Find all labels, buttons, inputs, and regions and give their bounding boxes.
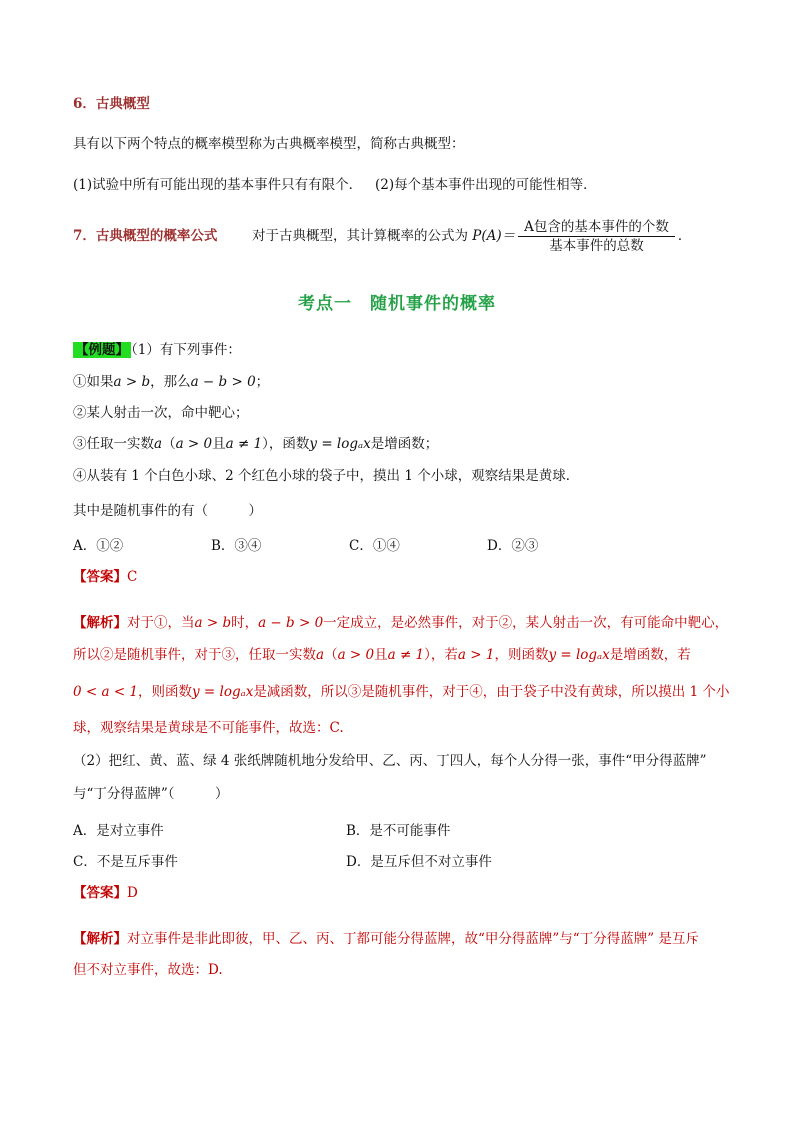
event-1-math-1: a > b xyxy=(113,374,151,390)
exp-3-text-b: 是减函数，所以③是随机事件，对于④，由于袋子中没有黄球，所以摸出 1 个小 xyxy=(253,684,730,700)
exp-2-text-e: ，则函数 xyxy=(494,647,549,663)
section-6-heading: 6．古典概型 xyxy=(73,96,150,112)
fraction-numerator: A包含的基本事件的个数 xyxy=(518,218,675,237)
example-2-question-2: 与“丁分得蓝牌”（ ） xyxy=(73,786,229,802)
exp-2-math-1: a xyxy=(316,647,325,663)
example-2-question-1: （2）把红、黄、蓝、绿 4 张纸牌随机地分发给甲、乙、丙、丁四人，每个人分得一张，事件“甲分得蓝牌” xyxy=(73,753,707,769)
example-2-explanation-1 xyxy=(73,929,699,949)
section-6-intro: 具有以下两个特点的概率模型称为古典概率模型，简称古典概型： xyxy=(73,136,465,152)
event-2: ②某人射击一次，命中靶心； xyxy=(73,405,249,421)
example-2-explanation-2: 但不对立事件，故选：D. xyxy=(73,962,223,978)
exp-2-text-d: ），若 xyxy=(424,647,458,663)
option-b: B．③④ xyxy=(211,538,262,554)
fraction-denominator: 基本事件的总数 xyxy=(549,238,644,254)
point-2: (2)每个基本事件出现的可能性相等． xyxy=(375,177,597,193)
answer-value-2: D xyxy=(127,885,138,901)
example-1-explanation-1 xyxy=(73,613,728,633)
event-3-text-a: ③任取一实数 xyxy=(73,436,154,452)
event-3-math-4: y = logₐx xyxy=(309,436,371,452)
exp-3-text-a: ，则函数 xyxy=(138,684,193,700)
event-3-text-d: ），函数 xyxy=(262,436,310,452)
example-1-question: 其中是随机事件的有（ ） xyxy=(73,503,262,519)
exp-2-math-4: a > 1 xyxy=(457,647,495,663)
exp-1-text-c: 一定成立，是必然事件，对于②，某人射击一次，有可能命中靶心， xyxy=(323,615,729,631)
formula-lhs: P(A)＝ xyxy=(472,228,516,244)
event-1-math-2: a − b > 0 xyxy=(190,374,256,390)
example-2-option-c: C．不是互斥事件 xyxy=(73,854,178,870)
topic-title: 考点一 随机事件的概率 xyxy=(298,294,496,314)
event-3-math-3: a ≠ 1 xyxy=(225,436,263,452)
example-1-explanation-2 xyxy=(73,645,691,665)
event-3-text-b: （ xyxy=(162,436,176,452)
example-1-header xyxy=(73,340,241,360)
example-2-option-b: B．是不可能事件 xyxy=(346,823,451,839)
exp-1-math-1: a > b xyxy=(194,615,232,631)
exp-2-text-b: （ xyxy=(324,647,338,663)
exp-2-line-1: 对立事件是非此即彼，甲、乙、丙、丁都可能分得蓝牌，故“甲分得蓝牌”与“丁分得蓝牌” 是互斥 xyxy=(127,931,699,947)
event-1-text-c: ； xyxy=(255,374,270,390)
exp-3-math-1: 0 < a < 1 xyxy=(73,684,139,700)
section-7-text: 对于古典概型，其计算概率的公式为 xyxy=(252,228,468,244)
example-2-option-d: D．是互斥但不对立事件 xyxy=(346,854,492,870)
point-1: (1)试验中所有可能出现的基本事件只有有限个． xyxy=(73,177,363,193)
answer-tag-2: 【答案】 xyxy=(73,885,127,901)
event-1-text-a: ①如果 xyxy=(73,374,114,390)
probability-fraction xyxy=(518,218,675,255)
example-2-answer xyxy=(73,883,138,903)
event-1 xyxy=(73,372,269,392)
exp-2-math-2: a > 0 xyxy=(337,647,375,663)
section-7-heading: 7．古典概型的概率公式 xyxy=(73,228,218,244)
event-3 xyxy=(73,434,438,454)
event-3-text-c: 且 xyxy=(212,436,226,452)
answer-value: C xyxy=(127,569,138,585)
exp-2-math-5: y = logₐx xyxy=(548,647,610,663)
option-a: A．①② xyxy=(73,538,124,554)
event-3-math-2: a > 0 xyxy=(175,436,213,452)
example-1-explanation-3 xyxy=(73,682,729,702)
event-3-text-e: 是增函数； xyxy=(370,436,439,452)
explanation-tag-2: 【解析】 xyxy=(73,931,127,947)
event-3-math-1: a xyxy=(154,436,163,452)
example-1-prompt: （1）有下列事件： xyxy=(131,342,241,358)
formula-end: ． xyxy=(677,228,692,244)
answer-tag: 【答案】 xyxy=(73,569,127,585)
example-1-explanation-4: 球，观察结果是黄球是不可能事件，故选：C. xyxy=(73,720,344,736)
event-4: ④从装有 1 个白色小球、2 个红色小球的袋子中，摸出 1 个小球，观察结果是黄球． xyxy=(73,468,580,484)
exp-2-math-3: a ≠ 1 xyxy=(387,647,425,663)
exp-2-text-c: 且 xyxy=(374,647,388,663)
example-tag: 【例题】 xyxy=(75,342,129,358)
explanation-tag: 【解析】 xyxy=(73,615,127,631)
example-2-option-a: A．是对立事件 xyxy=(73,823,164,839)
example-1-options xyxy=(73,536,538,556)
exp-3-math-2: y = logₐx xyxy=(192,684,254,700)
event-1-text-b: ，那么 xyxy=(150,374,191,390)
exp-1-math-2: a − b > 0 xyxy=(258,615,324,631)
example-1-answer xyxy=(73,567,137,587)
exp-1-text-b: 时， xyxy=(231,615,259,631)
exp-2-text-f: 是增函数，若 xyxy=(609,647,691,663)
section-6-points xyxy=(73,175,597,195)
exp-1-text-a: 对于①，当 xyxy=(127,615,195,631)
option-d: D．②③ xyxy=(487,538,539,554)
exp-2-text-a: 所以②是随机事件，对于③，任取一实数 xyxy=(73,647,316,663)
section-7-line xyxy=(73,218,691,255)
option-c: C．①④ xyxy=(349,538,400,554)
